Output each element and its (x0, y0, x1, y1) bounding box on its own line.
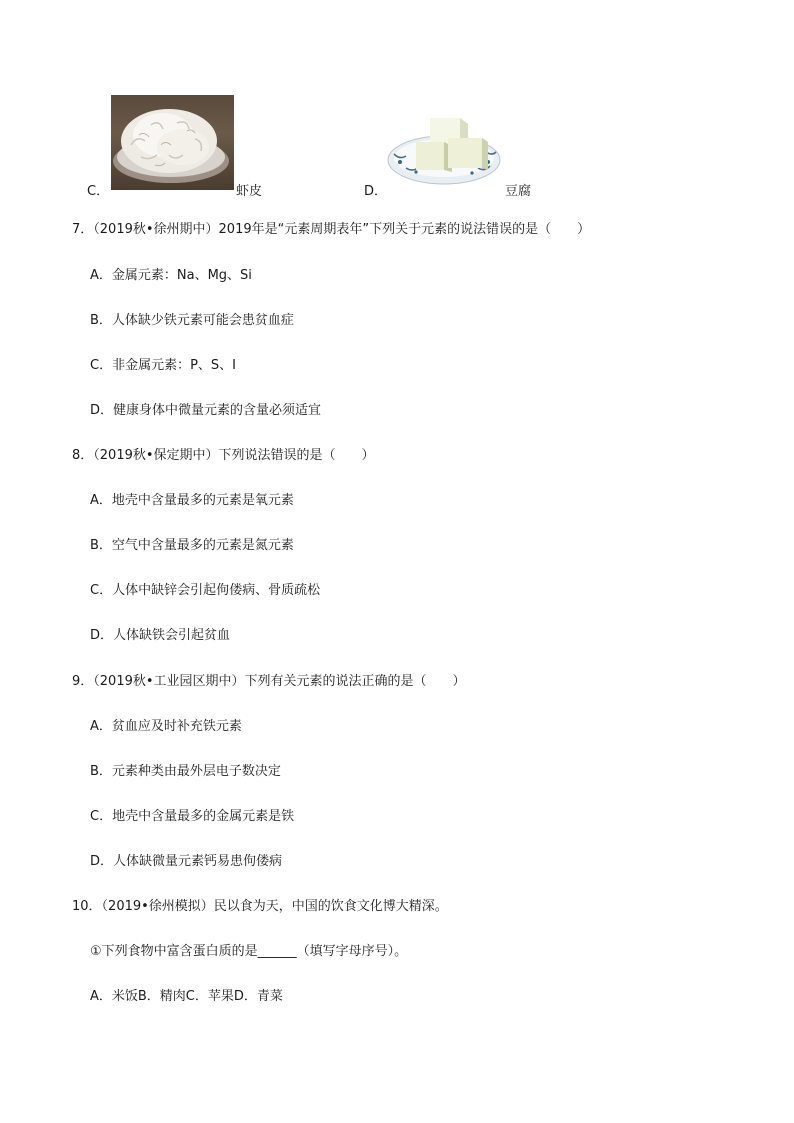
question-7-option-d[interactable]: D．健康身体中微量元素的含量必须适宜 (90, 403, 322, 418)
question-7-stem: 7．（2019秋•徐州期中）2019年是“元素周期表年”下列关于元素的说法错误的是（ ） (72, 222, 591, 237)
question-9-option-d[interactable]: D．人体缺微量元素钙易患佝偻病 (90, 854, 283, 869)
question-8-stem: 8．（2019秋•保定期中）下列说法错误的是（ ） (72, 448, 375, 463)
q6-option-c-label: 虾皮 (236, 184, 263, 199)
question-8-option-a[interactable]: A．地壳中含量最多的元素是氧元素 (90, 493, 294, 508)
q6-option-d-label: 豆腐 (505, 184, 532, 199)
question-9-option-a[interactable]: A．贫血应及时补充铁元素 (90, 719, 242, 734)
tofu-photo (386, 110, 501, 188)
q6-option-d-letter[interactable]: D． (364, 184, 388, 199)
question-8-option-b[interactable]: B．空气中含量最多的元素是氮元素 (90, 538, 294, 553)
q6-option-c-letter[interactable]: C． (87, 184, 110, 199)
question-9-stem: 9．（2019秋•工业园区期中）下列有关元素的说法正确的是（ ） (72, 674, 466, 689)
question-9-option-c[interactable]: C．地壳中含量最多的金属元素是铁 (90, 809, 295, 824)
question-7-option-b[interactable]: B．人体缺少铁元素可能会患贫血症 (90, 313, 294, 328)
question-7-option-a[interactable]: A．金属元素：Na、Mg、Si (90, 268, 252, 283)
dried-shrimp-photo (111, 95, 234, 190)
question-10-sub1: ①下列食物中富含蛋白质的是______（填写字母序号）。 (90, 944, 408, 959)
question-8-option-d[interactable]: D．人体缺铁会引起贫血 (90, 628, 231, 643)
question-10-stem: 10．（2019•徐州模拟）民以食为天，中国的饮食文化博大精深。 (72, 899, 448, 914)
question-9-option-b[interactable]: B．元素种类由最外层电子数决定 (90, 764, 281, 779)
question-7-option-c[interactable]: C．非金属元素：P、S、I (90, 358, 237, 373)
question-8-option-c[interactable]: C．人体中缺锌会引起佝偻病、骨质疏松 (90, 583, 321, 598)
question-10-sub1-options[interactable]: A．米饭B．精肉C．苹果D．青菜 (90, 989, 283, 1004)
